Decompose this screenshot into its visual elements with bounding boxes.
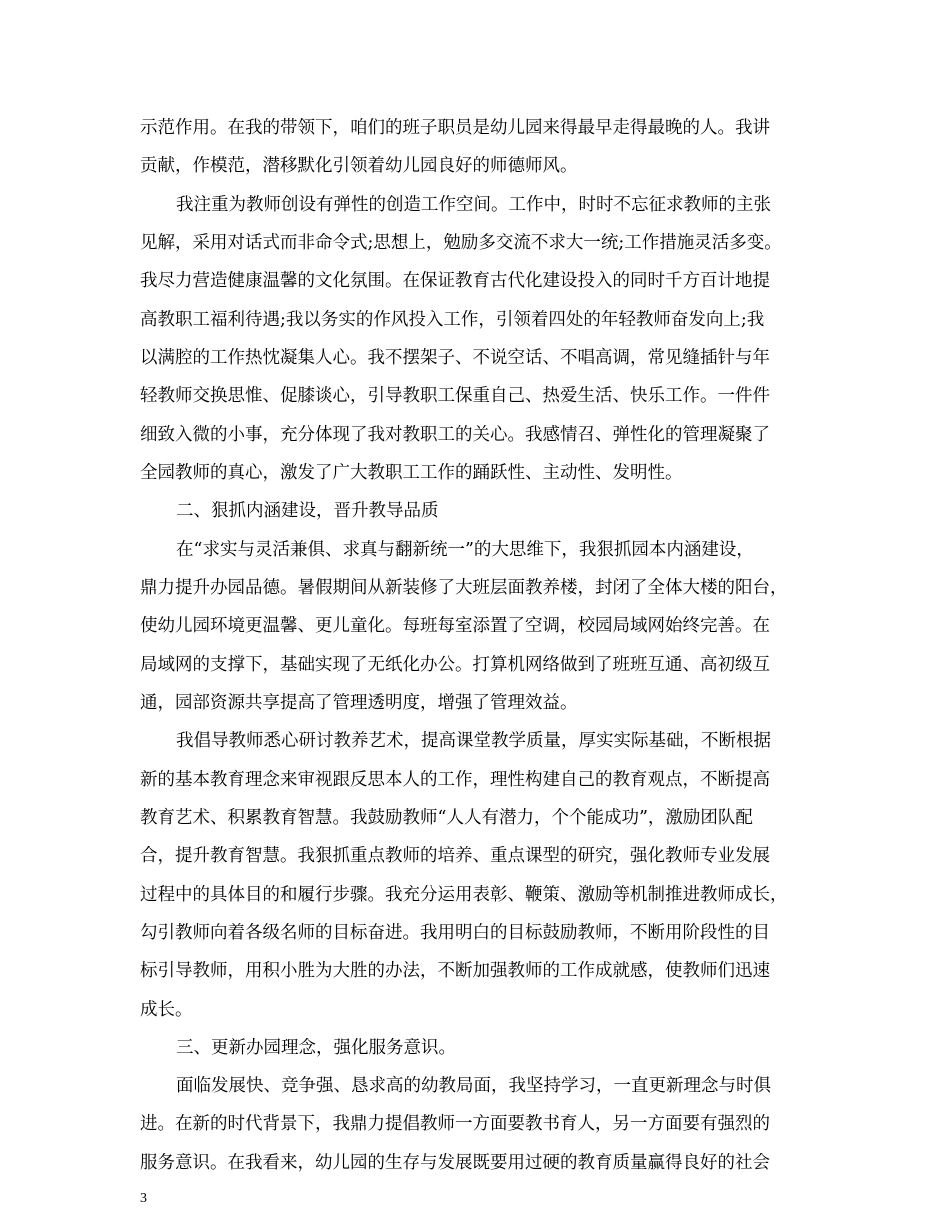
text-line: 全园教师的真心，激发了广大教职工工作的踊跃性、主动性、发明性。	[140, 463, 683, 483]
text-line: 轻教师交换思惟、促膝谈心，引导教职工保重自己、热爱生活、快乐工作。一件件	[140, 386, 770, 406]
text-line: 教育艺术、积累教育智慧。我鼓励教师“人人有潜力，个个能成功”，激励团队配	[140, 808, 753, 828]
page-number: 3	[140, 1191, 147, 1206]
text-line: 我尽力营造健康温馨的文化氛围。在保证教育古代化建设投入的同时千方百计地提	[140, 271, 770, 291]
text-line: 面临发展快、竞争强、恳求高的幼教局面，我坚持学习，一直更新理念与时俱	[176, 1076, 771, 1096]
text-line: 见解，采用对话式而非命令式;思想上，勉励多交流不求大一统;工作措施灵活多变。	[140, 233, 782, 253]
text-line: 局域网的支撑下，基础实现了无纸化办公。打算机网络做到了班班互通、高初级互	[140, 655, 770, 675]
text-line: 我注重为教师创设有弹性的创造工作空间。工作中，时时不忘征求教师的主张	[176, 195, 771, 215]
text-line: 标引导教师，用积小胜为大胜的办法，不断加强教师的工作成就感，使教师们迅速	[140, 961, 770, 981]
section-heading: 二、狠抓内涵建设，晋升教导品质	[176, 501, 439, 521]
text-line: 新的基本教育理念来审视跟反思本人的工作，理性构建自己的教育观点，不断提高	[140, 770, 770, 790]
text-line: 以满腔的工作热忱凝集人心。我不摆架子、不说空话、不唱高调，常见缝插针与年	[140, 348, 770, 368]
text-line: 在“求实与灵活兼俱、求真与翻新统一”的大思维下，我狠抓园本内涵建设，	[176, 540, 754, 560]
text-line: 贡献，作模范，潜移默化引领着幼儿园良好的师德师风。	[140, 156, 578, 176]
text-line: 通，园部资源共享提高了管理透明度，增强了管理效益。	[140, 693, 578, 713]
text-line: 高教职工福利待遇;我以务实的作风投入工作，引领着四处的年轻教师奋发向上;我	[140, 310, 765, 330]
text-line: 进。在新的时代背景下，我鼎力提倡教师一方面要教书育人，另一方面要有强烈的	[140, 1114, 770, 1134]
text-line: 服务意识。在我看来，幼儿园的生存与发展既要用过硬的教育质量赢得良好的社会	[140, 1153, 770, 1173]
text-line: 成长。	[140, 1000, 193, 1020]
section-heading: 三、更新办园理念，强化服务意识。	[176, 1038, 456, 1058]
text-line: 鼎力提升办园品德。暑假期间从新装修了大班层面教养楼，封闭了全体大楼的阳台，	[140, 578, 788, 598]
text-line: 使幼儿园环境更温馨、更儿童化。每班每室添置了空调，校园局域网始终完善。在	[140, 616, 770, 636]
text-line: 过程中的具体目的和履行步骤。我充分运用表彰、鞭策、激励等机制推进教师成长，	[140, 885, 788, 905]
text-line: 合，提升教育智慧。我狠抓重点教师的培养、重点课型的研究，强化教师专业发展	[140, 846, 770, 866]
text-line: 示范作用。在我的带领下，咱们的班子职员是幼儿园来得最早走得最晚的人。我讲	[140, 118, 770, 138]
text-line: 细致入微的小事，充分体现了我对教职工的关心。我感情召、弹性化的管理凝聚了	[140, 425, 770, 445]
text-line: 我倡导教师悉心研讨教养艺术，提高课堂教学质量，厚实实际基础，不断根据	[176, 731, 771, 751]
text-line: 勾引教师向着各级名师的目标奋进。我用明白的目标鼓励教师，不断用阶段性的目	[140, 923, 770, 943]
